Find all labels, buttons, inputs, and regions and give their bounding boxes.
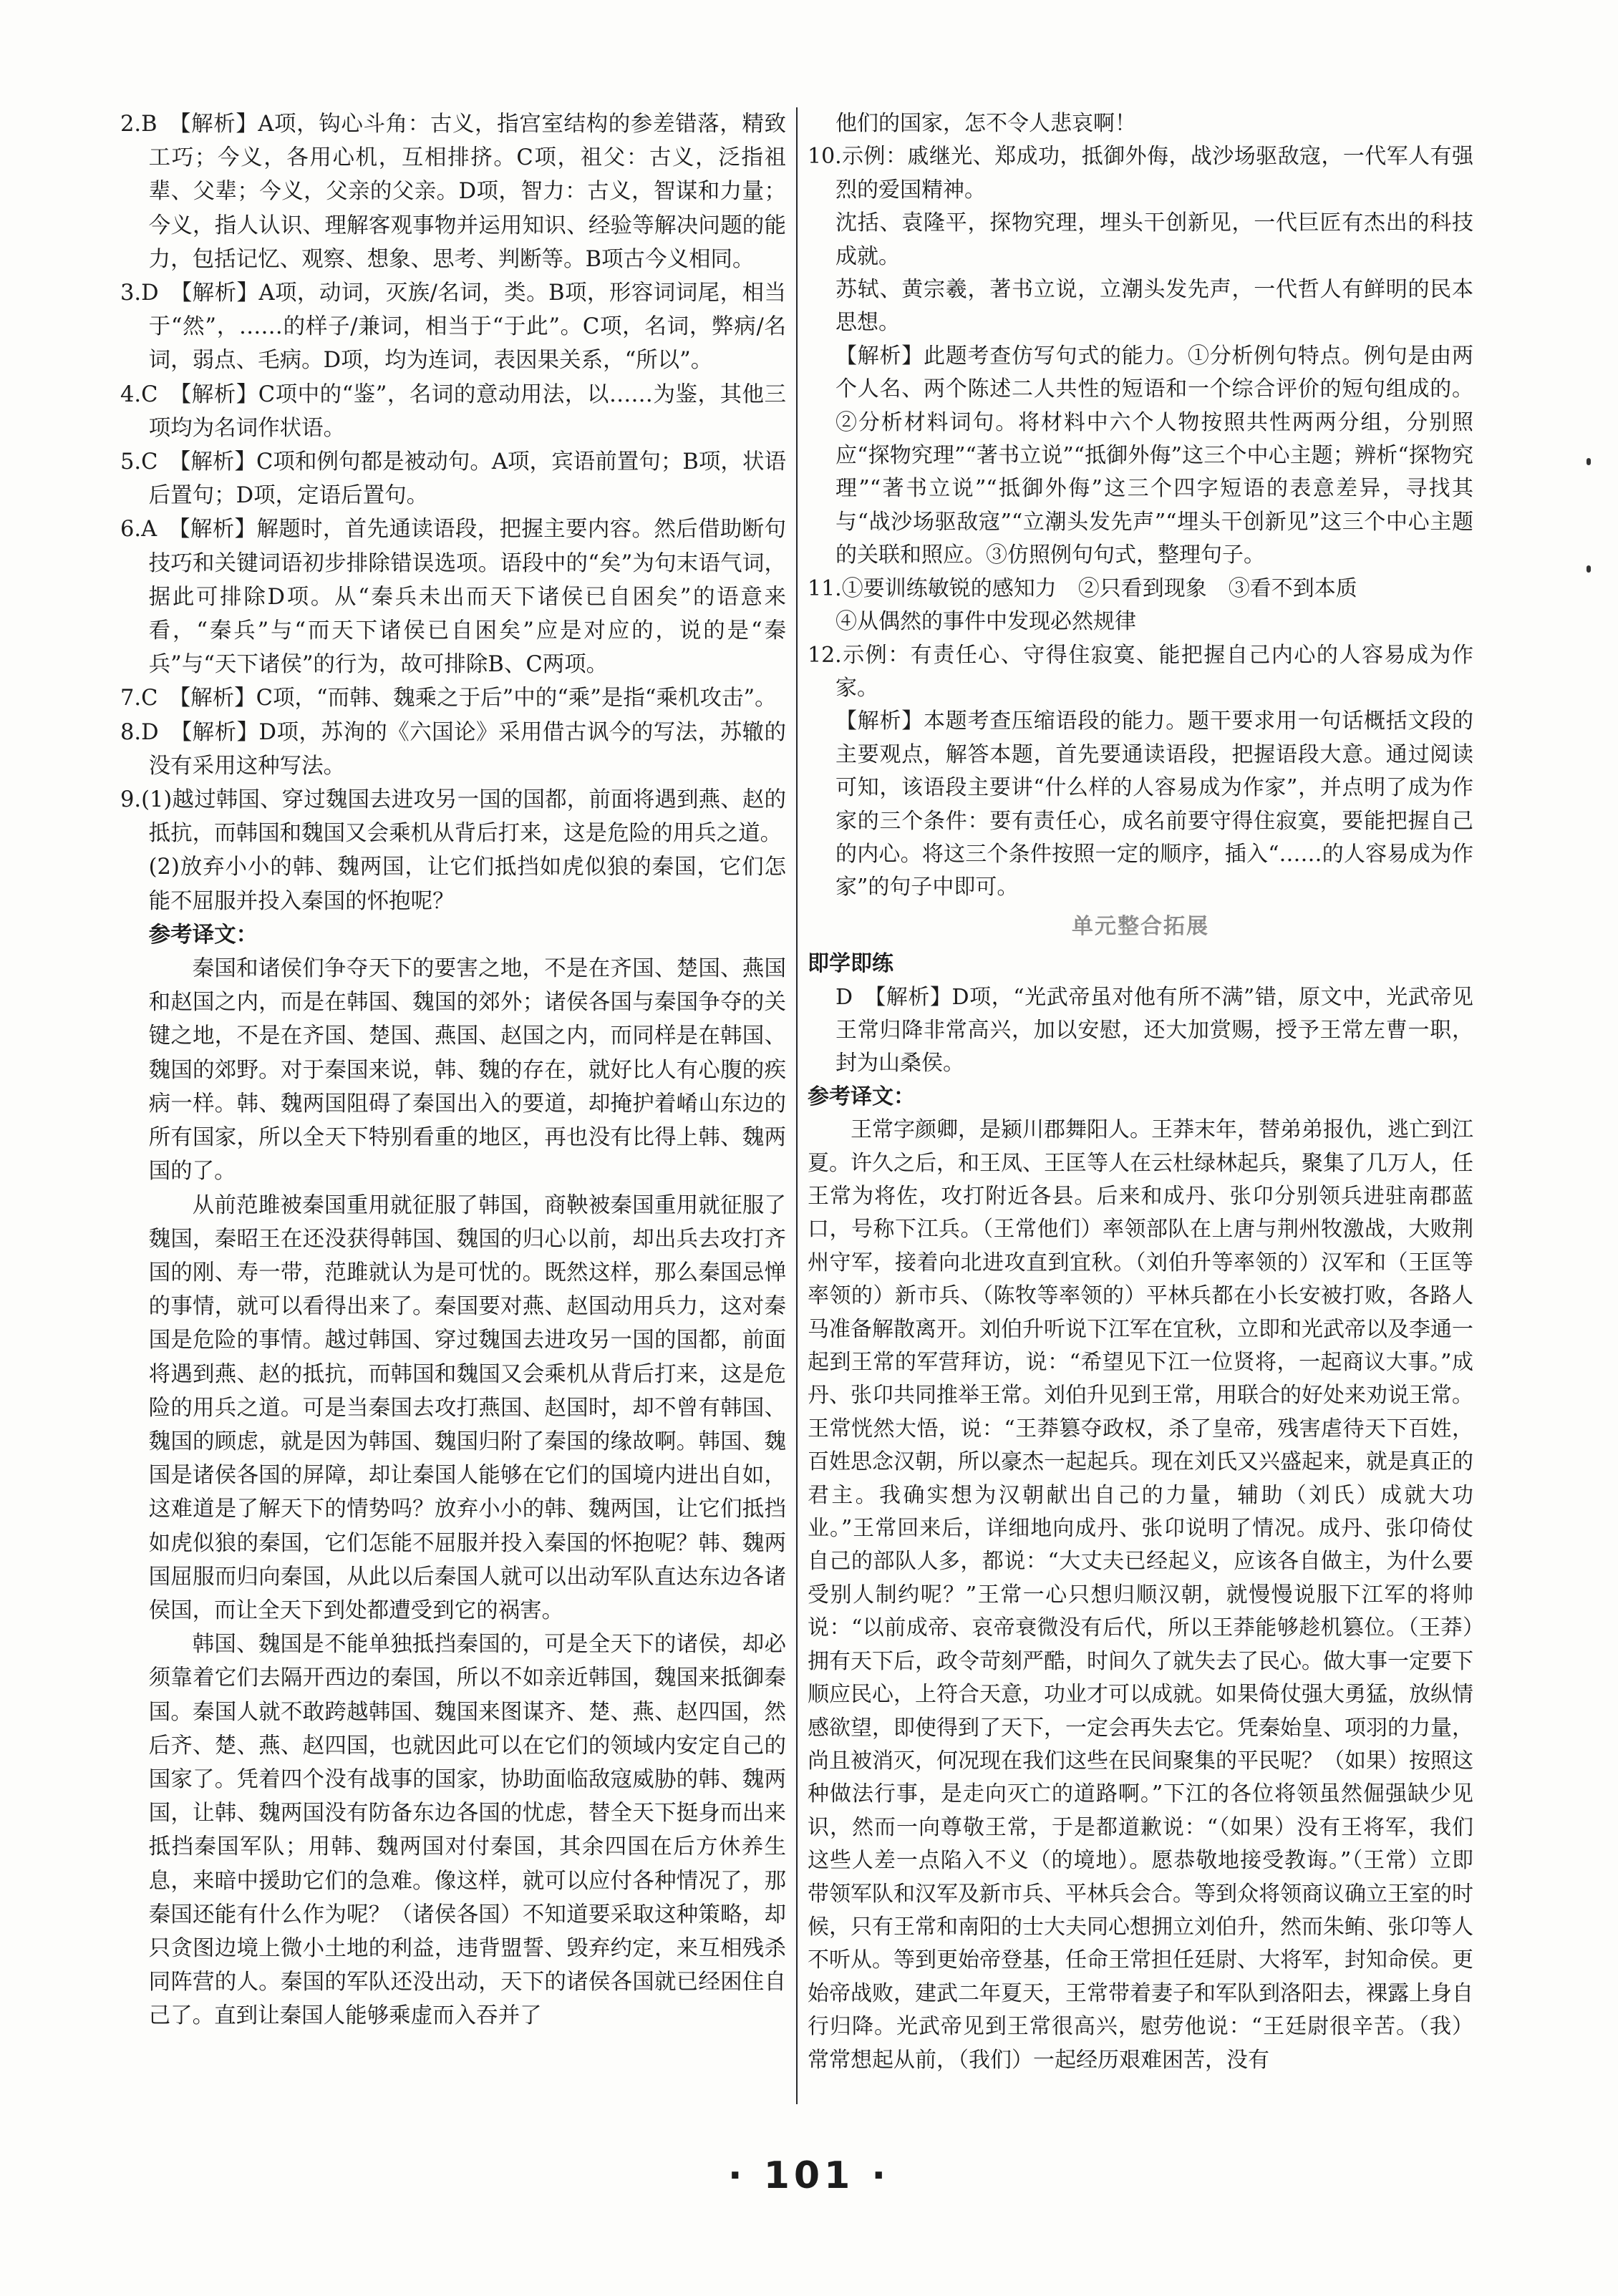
answer-4: 4.C 【解析】C项中的“鉴”，名词的意动用法，以……为鉴，其他三项均为名词作状语。 xyxy=(120,381,786,441)
practice-title: 即学即练 xyxy=(808,951,893,977)
left-column xyxy=(120,107,786,2033)
answer-5: 5.C 【解析】C项和例句都是被动句。A项，宾语前置句；B项，状语后置句；D项，定语后置句。 xyxy=(120,449,786,509)
answer-6: 6.A 【解析】解题时，首先通读语段，把握主要内容。然后借助断句技巧和关键词语初步排除错误选项。语段中的“矣”为句末语气词，据此可排除D项。从“秦兵未出而天下诸侯已自困矣”的语意来看，“秦兵”与“而天下诸侯已自困矣”应是对应的，说的是“秦兵”与“天下诸侯”的行为，故可排除B、C两项。 xyxy=(120,517,786,678)
answer-12-a: 12.示例：有责任心、守得住寂寞、能把握自己内心的人容易成为作家。 xyxy=(808,642,1473,701)
answer-8: 8.D 【解析】D项，苏洵的《六国论》采用借古讽今的写法，苏辙的没有采用这种写法。 xyxy=(120,719,786,779)
answer-10-a: 10.示例：戚继光、郑成功，抵御外侮，战沙场驱敌寇，一代军人有强烈的爱国精神。 xyxy=(808,144,1473,203)
reference-translation-title: 参考译文： xyxy=(148,921,258,948)
reference-translation-title-2: 参考译文： xyxy=(808,1084,915,1109)
answer-9-2: (2)放弃小小的韩、魏两国，让它们抵挡如虎似狼的秦国，它们怎能不屈服并投入秦国的怀抱呢？ xyxy=(148,855,786,914)
margin-mark xyxy=(1586,565,1591,573)
translation-paragraph-1: 秦国和诸侯们争夺天下的要害之地，不是在齐国、楚国、燕国和赵国之内，而是在韩国、魏国的郊外；诸侯各国与秦国争夺的关键之地，不是在齐国、楚国、燕国、赵国之内，而同样是在韩国、魏国的郊野。对于秦国来说，韩、魏的存在，就好比人有心腹的疾病一样。韩、魏两国阻碍了秦国出入的要道，却掩护着崤山东边的所有国家，所以全天下特别看重的地区，再也没有比得上韩、魏两国的了。 xyxy=(148,956,786,1185)
answer-3: 3.D 【解析】A项，动词，灭族/名词，类。B项，形容词词尾，相当于“然”，……的样子/兼词，相当于“于此”。C项，名词，弊病/名词，弱点、毛病。D项，均为连词，表因果关系，“所以”。 xyxy=(120,281,786,374)
answer-11-a: 11.①要训练敏锐的感知力 ②只看到现象 ③看不到本质 xyxy=(808,575,1357,601)
answer-9-1: 9.(1)越过韩国、穿过魏国去进攻另一国的国都，前面将遇到燕、赵的抵抗，而韩国和魏国又会乘机从背后打来，这是危险的用兵之道。 xyxy=(120,787,786,847)
answer-7: 7.C 【解析】C项，“而韩、魏乘之于后”中的“乘”是指“乘机攻击”。 xyxy=(120,686,777,711)
translation-paragraph-3: 韩国、魏国是不能单独抵挡秦国的，可是全天下的诸侯，却必须靠着它们去隔开西边的秦国，所以不如亲近韩国，魏国来抵御秦国。秦国人就不敢跨越韩国、魏国来图谋齐、楚、燕、赵四国，然后齐、楚、燕、赵四国，也就因此可以在它们的领域内安定自己的国家了。凭着四个没有战事的国家，协助面临敌寇威胁的韩、魏两国，让韩、魏两国没有防备东边各国的忧虑，替全天下挺身而出来抵挡秦国军队；用韩、魏两国对付秦国，其余四国在后方休养生息，来暗中援助它们的急难。像这样，就可以应付各种情况了，那秦国还能有什么作为呢？（诸侯各国）不知道要采取这种策略，却只贪图边境上微小土地的利益，违背盟誓、毁弃约定，来互相残杀同阵营的人。秦国的军队还没出动，天下的诸侯各国就已经困住自己了。直到让秦国人能够乘虚而入吞并了 xyxy=(148,1632,786,2029)
answer-10-b: 沈括、袁隆平，探物究理，埋头干创新见，一代巨匠有杰出的科技成就。 xyxy=(835,210,1473,269)
margin-mark xyxy=(1586,458,1591,465)
practice-answer: D 【解析】D项，“光武帝虽对他有所不满”错，原文中，光武帝见王常归降非常高兴，加以安慰，还大加赏赐，授予王常左曹一职，封为山桑侯。 xyxy=(835,984,1473,1076)
page-number: · 101 · xyxy=(727,2154,891,2197)
right-column xyxy=(808,107,1473,2077)
translation-end: 他们的国家，怎不令人悲哀啊！ xyxy=(835,111,1136,136)
answer-10-c: 苏轼、黄宗羲，著书立说，立潮头发先声，一代哲人有鲜明的民本思想。 xyxy=(835,277,1473,336)
answer-2: 2.B 【解析】A项，钩心斗角：古义，指宫室结构的参差错落，精致工巧；今义，各用心机，互相排挤。C项，祖父：古义，泛指祖辈、父辈；今义，父亲的父亲。D项，智力：古义，智谋和力量；今义，指人认识、理解客观事物并运用知识、经验等解决问题的能力，包括记忆、观察、想象、思考、判断等。B项古今义相同。 xyxy=(120,112,786,272)
answer-10-analysis: 【解析】此题考查仿写句式的能力。①分析例句特点。例句是由两个人名、两个陈述二人共性的短语和一个综合评价的短句组成的。②分析材料词句。将材料中六个人物按照共性两两分组，分别照应“探物究理”“著书立说”“抵御外侮”这三个中心主题；辨析“探物究理”“著书立说”“抵御外侮”这三个四字短语的表意差异，寻找其与“战沙场驱敌寇”“立潮头发先声”“埋头干创新见”这三个中心主题的关联和照应。③仿照例句句式，整理句子。 xyxy=(835,343,1473,568)
section-title: 单元整合拓展 xyxy=(1072,913,1209,939)
translation-paragraph-2: 从前范雎被秦国重用就征服了韩国，商鞅被秦国重用就征服了魏国，秦昭王在还没获得韩国、魏国的归心以前，却出兵去攻打齐国的刚、寿一带，范雎就认为是可忧的。既然这样，那么秦国忌惮的事情，就可以看得出来了。秦国要对燕、赵国动用兵力，这对秦国是危险的事情。越过韩国、穿过魏国去进攻另一国的国都，前面将遇到燕、赵的抵抗，而韩国和魏国又会乘机从背后打来，这是危险的用兵之道。可是当秦国去攻打燕国、赵国时，却不曾有韩国、魏国的顾虑，就是因为韩国、魏国归附了秦国的缘故啊。韩国、魏国是诸侯各国的屏障，却让秦国人能够在它们的国境内进出自如，这难道是了解天下的情势吗？放弃小小的韩、魏两国，让它们抵挡如虎似狼的秦国，它们怎能不屈服并投入秦国的怀抱呢？韩、魏两国屈服而归向秦国，从此以后秦国人就可以出动军队直达东边各诸侯国，而让全天下到处都遭受到它的祸害。 xyxy=(148,1192,786,1623)
answer-11-b: ④从偶然的事件中发现必然规律 xyxy=(835,609,1136,635)
translation-wang-chang: 王常字颜卿，是颍川郡舞阳人。王莽末年，替弟弟报仇，逃亡到江夏。许久之后，和王凤、王匡等人在云杜绿林起兵，聚集了几万人，任王常为将佐，攻打附近各县。后来和成丹、张卬分别领兵进驻南郡蓝口，号称下江兵。（王常他们）率领部队在上唐与荆州牧激战，大败荆州守军，接着向北进攻直到宜秋。（刘伯升等率领的）汉军和（王匡等率领的）新市兵、（陈牧等率领的）平林兵都在小长安被打败，各路人马准备解散离开。刘伯升听说下江军在宜秋，立即和光武帝以及李通一起到王常的军营拜访，说：“希望见下江一位贤将，一起商议大事。”成丹、张卬共同推举王常。刘伯升见到王常，用联合的好处来劝说王常。王常恍然大悟，说：“王莽篡夺政权，杀了皇帝，残害虐待天下百姓，百姓思念汉朝，所以豪杰一起起兵。现在刘氏又兴盛起来，就是真正的君主。我确实想为汉朝献出自己的力量，辅助（刘氏）成就大功业。”王常回来后，详细地向成丹、张卬说明了情况。成丹、张卬倚仗自己的部队人多，都说：“大丈夫已经起义，应该各自做主，为什么要受别人制约呢？”王常一心只想归顺汉朝，就慢慢说服下江军的将帅说：“以前成帝、哀帝衰微没有后代，所以王莽能够趁机篡位。（王莽）拥有天下后，政令苛刻严酷，时间久了就失去了民心。做大事一定要下顺应民心，上符合天意，功业才可以成就。如果倚仗强大勇猛，放纵情感欲望，即使得到了天下，一定会再失去它。凭秦始皇、项羽的力量，尚且被消灭，何况现在我们这些在民间聚集的平民呢？（如果）按照这种做法行事，是走向灭亡的道路啊。”下江的各位将领虽然倔强缺少见识，然而一向尊敬王常，于是都道歉说：“（如果）没有王将军，我们这些人差一点陷入不义（的境地）。愿恭敬地接受教诲。”（王常）立即带领军队和汉军及新市兵、平林兵会合。等到众将领商议确立王室的时候，只有王常和南阳的士大夫同心想拥立刘伯升，然而朱鲔、张卬等人不听从。等到更始帝登基，任命王常担任廷尉、大将军，封知命侯。更始帝战败，建武二年夏天，王常带着妻子和军队到洛阳去，裸露上身自行归降。光武帝见到王常很高兴，慰劳他说：“王廷尉很辛苦。（我）常常想起从前，（我们）一起经历艰难困苦，没有 xyxy=(808,1117,1473,2073)
column-divider xyxy=(796,107,798,2104)
answer-12-analysis: 【解析】本题考查压缩语段的能力。题干要求用一句话概括文段的主要观点，解答本题，首先要通读语段，把握语段大意。通过阅读可知，该语段主要讲“什么样的人容易成为作家”，并点明了成为作家的三个条件：要有责任心，成名前要守得住寂寞，要能把握自己的内心。将这三个条件按照一定的顺序，插入“……的人容易成为作家”的句子中即可。 xyxy=(835,709,1473,900)
